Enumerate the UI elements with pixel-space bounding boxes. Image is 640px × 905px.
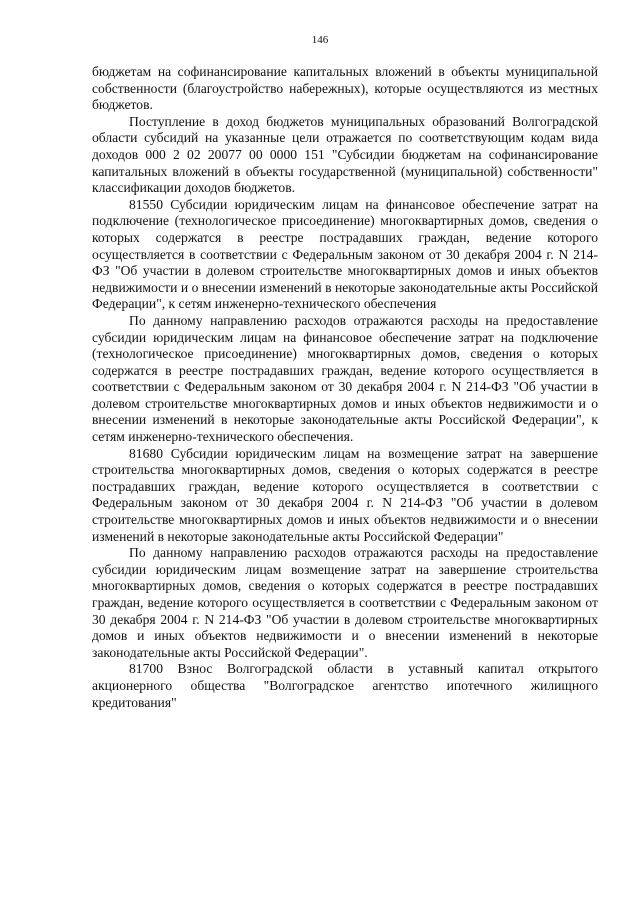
paragraph-81550-description: По данному направлению расходов отражаются расходы на предоставление субсидии юридическим лицам на финансовое обеспечение затрат на подключение (технологическое присоединение) многоквартирных домов, сведения о которых содержатся в реестре пострадавших граждан, ведение которого осуществляется в соответствии с Федеральным законом от 30 декабря 2004 г. N 214-ФЗ "Об участии в долевом строительстве многоквартирных домов и иных объектов недвижимости и о внесении изменений в некоторые законодательные акты Российской Федерации", к сетям инженерно-технического обеспечения. — [92, 312, 598, 445]
paragraph-81680-description: По данному направлению расходов отражаются расходы на предоставление субсидии юридическим лицам возмещение затрат на завершение строительства многоквартирных домов, сведения о которых содержатся в реестре пострадавших граждан, ведение которого осуществляется в соответствии с Федеральным законом от 30 декабря 2004 г. N 214-ФЗ "Об участии в долевом строительстве многоквартирных домов и иных объектов недвижимости и о внесении изменений в некоторые законодательные акты Российской Федерации". — [92, 545, 598, 660]
paragraph-81700-heading: 81700 Взнос Волгоградской области в уставный капитал открытого акционерного общества "Волгоградское агентство ипотечного жилищного кредитования" — [92, 661, 598, 710]
paragraph-revenue-codes: Поступление в доход бюджетов муниципальных образований Волгоградской области субсидий на указанные цели отражается по соответствующим кодам вида доходов 000 2 02 20077 00 0000 151 "Субсидии бюджетам на софинансирование капитальных вложений в объекты государственной (муниципальной) собственности" классификации доходов бюджетов. — [92, 113, 598, 196]
paragraph-81550-heading: 81550 Субсидии юридическим лицам на финансовое обеспечение затрат на подключение (технологическое присоединение) многоквартирных домов, сведения о которых содержатся в реестре пострадавших граждан, ведение которого осуществляется в соответствии с Федеральным законом от 30 декабря 2004 г. N 214-ФЗ "Об участии в долевом строительстве многоквартирных домов и иных объектов недвижимости и о внесении изменений в некоторые законодательные акты Российской Федерации", к сетям инженерно-технического обеспечения — [92, 196, 598, 312]
document-body — [92, 64, 598, 711]
paragraph-continuation: бюджетам на софинансирование капитальных вложений в объекты муниципальной собственности (благоустройство набережных), которые осуществляются из местных бюджетов. — [92, 64, 598, 113]
page-number: 146 — [311, 34, 329, 46]
paragraph-81680-heading: 81680 Субсидии юридическим лицам на возмещение затрат на завершение строительства многоквартирных домов, сведения о которых содержатся в реестре пострадавших граждан, ведение которого осуществляется в соответствии с Федеральным законом от 30 декабря 2004 г. N 214-ФЗ "Об участии в долевом строительстве многоквартирных домов и иных объектов недвижимости и о внесении изменений в некоторые законодательные акты Российской Федерации" — [92, 445, 598, 544]
